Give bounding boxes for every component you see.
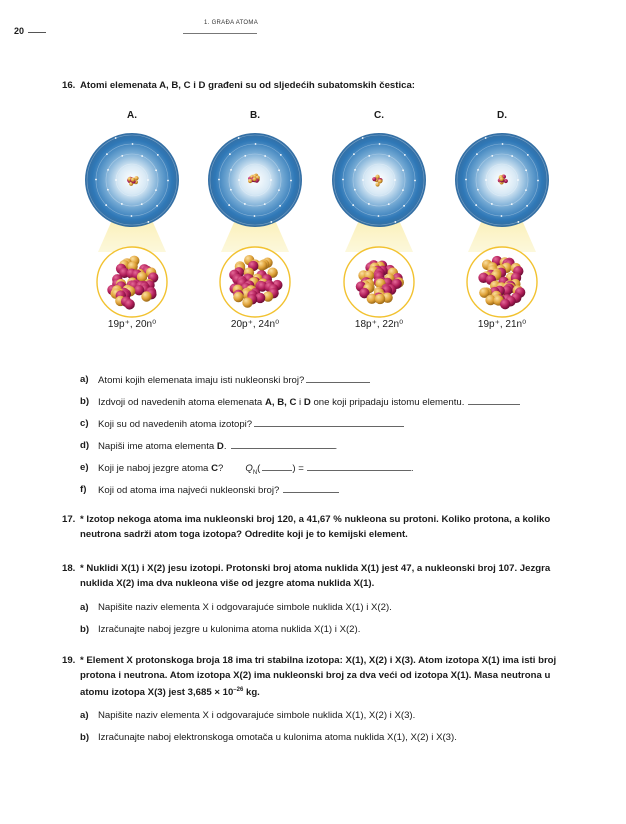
q18-part-b <box>80 624 580 638</box>
part-text-end: . <box>334 441 338 452</box>
part-letter: a) <box>80 374 89 385</box>
q18-part-a <box>80 602 580 616</box>
question-number: 18. <box>62 563 76 574</box>
atom-label-b: B. <box>250 110 260 121</box>
atom-b <box>208 133 302 317</box>
atom-label-a: A. <box>127 110 137 121</box>
answer-line[interactable] <box>307 462 411 471</box>
formula-sub: N <box>252 469 258 476</box>
part-letter: b) <box>80 396 90 407</box>
part-text-1: Koji je naboj jezgre atoma <box>98 463 212 474</box>
part-text: Atomi kojih elemenata imaju isti nukleonski broj? <box>98 375 305 386</box>
part-letter: b) <box>80 624 90 635</box>
answer-line[interactable] <box>254 418 404 427</box>
question-text: * Izotop nekoga atoma ima nukleonski broj 120, a 41,67 % nukleona su protoni. Koliko protona, a koliko neutrona sadrži atom toga izotopa? Odredite koji je to kemijski element. <box>80 514 551 540</box>
atom-caption-d: 19p⁺, 21n⁰ <box>477 319 527 330</box>
formula-q: Q <box>245 463 253 474</box>
atom-label-c: C. <box>374 110 384 121</box>
part-text-bold: C <box>211 463 218 474</box>
answer-line[interactable] <box>231 440 335 449</box>
atom-label-d: D. <box>497 110 507 121</box>
part-text: Izračunajte naboj elektronskoga omotača u kulonima atoma nuklida X(1), X(2) i X(3). <box>98 732 457 743</box>
part-text: Napišite naziv elementa X i odgovarajuće simbole nuklida X(1), X(2) i X(3). <box>98 710 416 721</box>
question-text-1: * Element X protonskoga broja 18 ima tri stabilna izotopa: X(1), X(2) i X(3). Atom izotopa X(1) ima isti broj protona i neutrona. Atom izotopa X(2) ima nukleonski broj za dva veći od izotopa X(1). Masa neutrona u atomu izotopa X(3) jest 3,685 × 10 <box>80 655 557 699</box>
atom-a <box>85 133 179 317</box>
page-number: 20 <box>14 26 25 36</box>
part-letter: a) <box>80 602 89 613</box>
part-text-1: Napiši ime atoma elementa <box>98 441 217 452</box>
part-letter: f) <box>80 484 87 495</box>
part-text-2: ? <box>218 463 224 474</box>
question-number: 19. <box>62 655 76 666</box>
part-letter: a) <box>80 710 89 721</box>
part-text: Izračunajte naboj jezgre u kulonima atoma nuklida X(1) i X(2). <box>98 624 361 635</box>
part-letter: e) <box>80 462 89 473</box>
question-text-2: kg. <box>243 687 260 699</box>
atom-caption-a: 19p⁺, 20n⁰ <box>107 319 157 330</box>
q16-part-b <box>80 396 580 410</box>
atom-d <box>455 133 549 317</box>
question-17 <box>62 512 602 544</box>
question-text: Atomi elemenata A, B, C i D građeni su od sljedećih subatomskih čestica: <box>80 80 415 91</box>
question-19 <box>62 653 602 701</box>
q16-part-c <box>80 418 580 432</box>
answer-line[interactable] <box>306 374 370 383</box>
q16-part-d <box>80 440 580 454</box>
part-text-end: . <box>410 463 414 474</box>
q16-part-f <box>80 484 580 498</box>
part-text-bold-2: D <box>303 397 311 408</box>
answer-line-nuclide[interactable] <box>262 462 292 471</box>
part-letter: d) <box>80 440 90 451</box>
atom-caption-b: 20p⁺, 24n⁰ <box>230 319 280 330</box>
formula-open: ( <box>257 463 261 474</box>
part-text: Napišite naziv elementa X i odgovarajuće simbole nuklida X(1) i X(2). <box>98 602 392 613</box>
atom-caption-c: 18p⁺, 22n⁰ <box>354 319 404 330</box>
q16-part-a <box>80 374 580 388</box>
part-text-bold: A, B, C <box>264 397 297 408</box>
question-number: 16. <box>62 80 76 91</box>
question-number: 17. <box>62 514 76 525</box>
formula-close: ) = <box>292 463 304 474</box>
q19-part-b <box>80 732 580 746</box>
question-18 <box>62 561 602 593</box>
part-text: Koji od atoma ima najveći nukleonski broj? <box>98 485 280 496</box>
part-text-bold: D <box>216 441 224 452</box>
part-text-2: . <box>223 441 227 452</box>
part-letter: b) <box>80 732 90 743</box>
chapter-heading: 1. GRAĐA ATOMA <box>204 20 258 26</box>
question-text: * Nuklidi X(1) i X(2) jesu izotopi. Protonski broj atoma nuklida X(1) jest 47, a nukleonski broj 107. Jezgra nuklida X(2) ima dva nukleona više od jezgre atoma nuklida X(1). <box>80 563 551 589</box>
exponent: –26 <box>233 687 244 693</box>
part-letter: c) <box>80 418 89 429</box>
answer-line[interactable] <box>283 484 339 493</box>
q16-part-e <box>80 462 580 476</box>
atom-c <box>332 133 426 317</box>
part-text-3: one koji pripadaju istomu elementu. <box>310 397 465 408</box>
answer-line[interactable] <box>468 396 520 405</box>
part-text-2: i <box>296 397 304 408</box>
q19-part-a <box>80 710 580 724</box>
part-text: Koji su od navedenih atoma izotopi? <box>98 419 253 430</box>
part-text-1: Izdvoji od navedenih atoma elemenata <box>98 397 265 408</box>
